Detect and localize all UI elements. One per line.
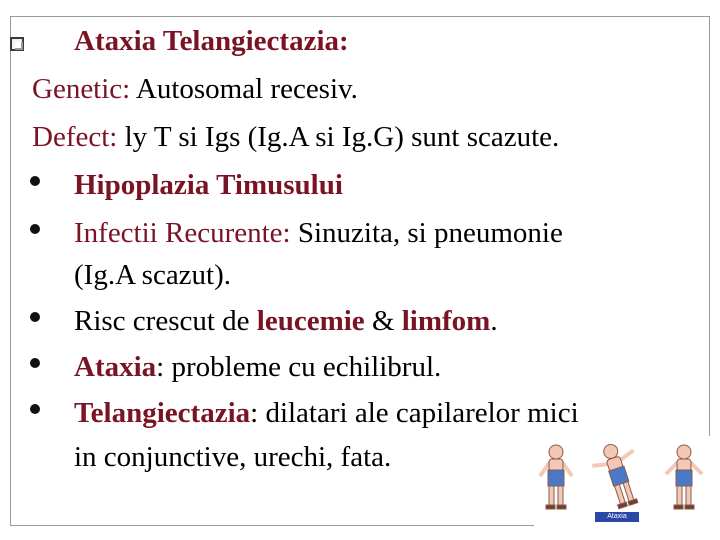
round-bullet-icon	[30, 404, 40, 414]
telangiectazia-sep: :	[250, 397, 266, 429]
round-bullet-icon	[30, 358, 40, 368]
telangiectazia-continuation: in conjunctive, urechi, fata.	[74, 441, 392, 473]
infectii-sep: :	[282, 217, 298, 249]
infectii-label: Infectii Recurente	[74, 217, 283, 249]
bullet-hipoplazia: Hipoplazia Timusului	[74, 169, 343, 201]
telangiectazia-text: dilatari ale capilarelor mici	[265, 397, 579, 429]
infectii-continuation: (Ig.A scazut).	[74, 259, 232, 291]
ataxia-sep: :	[156, 351, 172, 383]
bullet-infectii	[74, 216, 563, 250]
bullet-telangiectazia	[74, 396, 579, 430]
defect-sep: :	[109, 121, 125, 153]
round-bullet-icon	[30, 176, 40, 186]
leaning-child-figure	[588, 438, 650, 512]
infectii-text: Sinuzita, si pneumonie	[297, 217, 563, 249]
standing-child-figure	[666, 445, 702, 509]
bullet-risc	[74, 304, 498, 338]
defect-label: Defect	[32, 121, 110, 153]
ataxia-text: probleme cu echilibrul.	[171, 351, 442, 383]
risc-post: .	[490, 305, 498, 337]
round-bullet-icon	[30, 224, 40, 234]
square-bullet-icon	[10, 37, 24, 51]
round-bullet-icon	[30, 312, 40, 322]
risc-mid: &	[364, 305, 402, 337]
ataxia-label: Ataxia	[74, 351, 157, 383]
risc-pre: Risc crescut de	[74, 305, 257, 337]
risc-limfom: limfom	[401, 305, 491, 337]
genetic-line	[32, 72, 358, 106]
bullet-ataxia	[74, 350, 441, 384]
telangiectazia-label: Telangiectazia	[74, 397, 251, 429]
genetic-sep: :	[122, 73, 136, 105]
ataxia-illustration	[534, 436, 712, 530]
defect-text: ly T si Igs (Ig.A si Ig.G) sunt scazute.	[124, 121, 560, 153]
slide-title: Ataxia Telangiectazia:	[74, 25, 349, 57]
risc-leucemie: leucemie	[256, 305, 365, 337]
standing-child-figure	[540, 445, 572, 509]
genetic-label: Genetic	[32, 73, 123, 105]
genetic-text: Autosomal recesiv.	[135, 73, 358, 105]
defect-line	[32, 120, 559, 154]
figure-caption: Ataxia	[595, 512, 639, 522]
